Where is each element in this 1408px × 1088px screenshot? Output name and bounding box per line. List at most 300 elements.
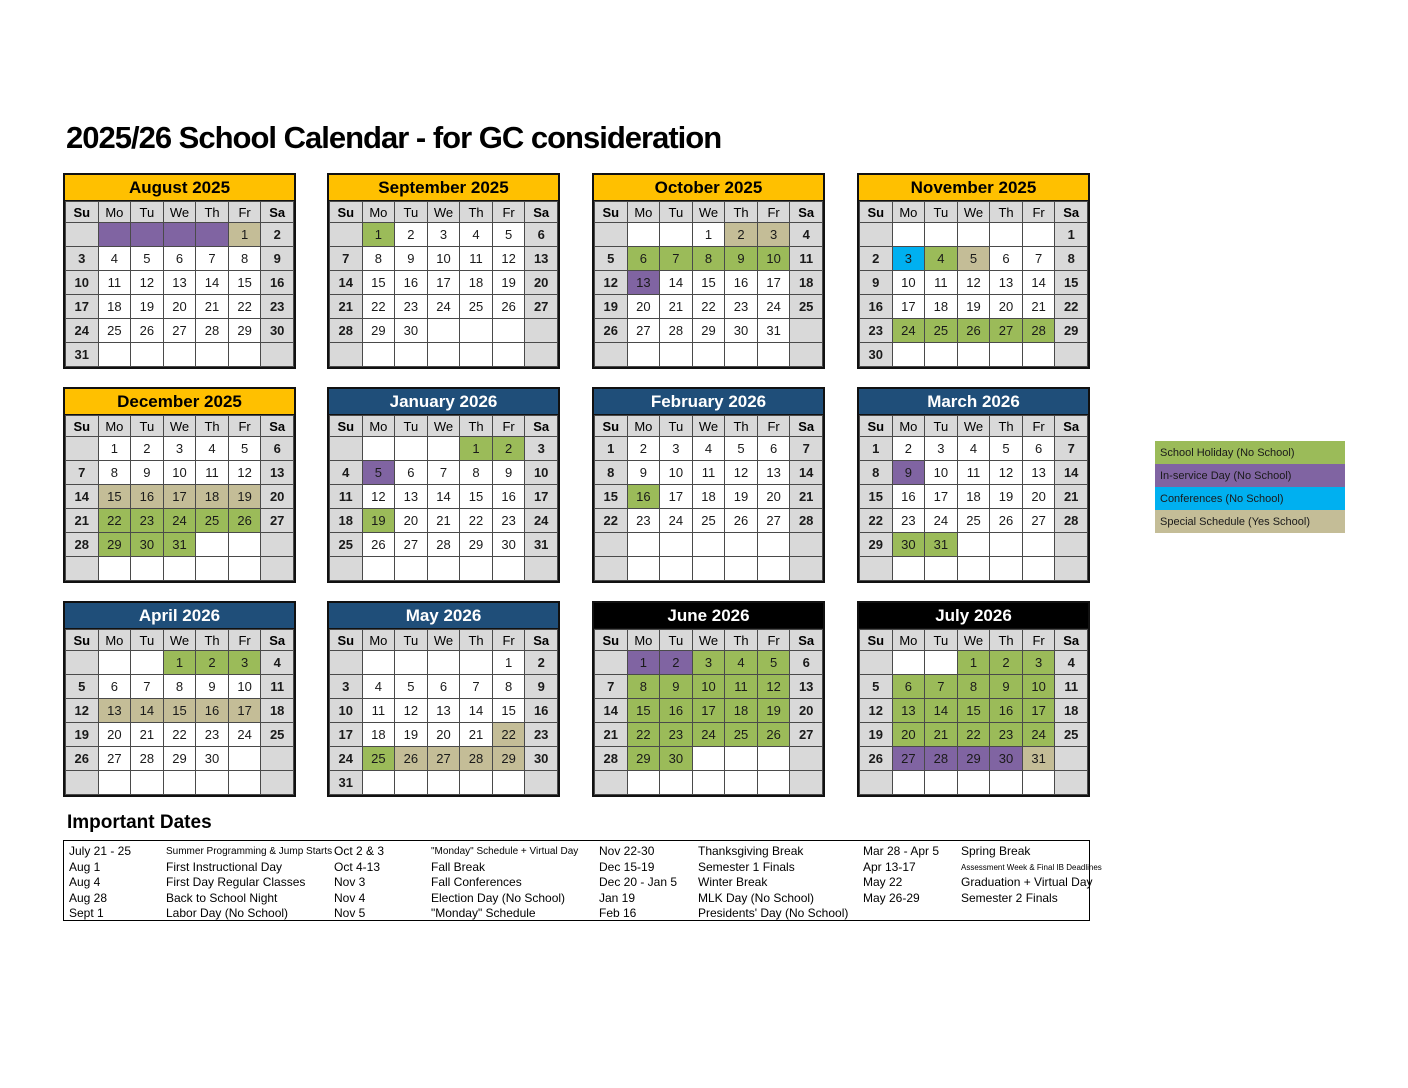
day-cell: 26 [362,533,395,557]
day-cell: 27 [163,319,196,343]
day-cell: 28 [427,533,460,557]
day-cell: 29 [957,747,990,771]
day-cell: 30 [725,319,758,343]
weekday-label: We [957,416,990,437]
day-cell [460,557,493,581]
day-cell: 26 [957,319,990,343]
day-cell: 16 [131,485,164,509]
important-event: Spring Break [961,844,1031,858]
day-cell [892,557,925,581]
day-cell: 3 [692,651,725,675]
day-cell: 27 [892,747,925,771]
day-cell [595,557,628,581]
important-event: Semester 1 Finals [698,859,795,874]
day-cell [790,343,823,367]
weekday-label: Tu [131,202,164,223]
month-header: February 2026 [594,389,823,415]
day-cell [725,557,758,581]
month-header: December 2025 [65,389,294,415]
day-cell: 24 [1022,723,1055,747]
day-cell [627,557,660,581]
weekday-label: We [692,202,725,223]
day-cell: 15 [692,271,725,295]
day-cell [261,533,294,557]
day-cell: 25 [362,747,395,771]
day-cell: 18 [725,699,758,723]
day-cell: 2 [892,437,925,461]
day-cell: 28 [925,747,958,771]
month-header: May 2026 [329,603,558,629]
day-cell: 11 [725,675,758,699]
important-dates-table [63,840,1102,921]
day-cell [692,557,725,581]
day-cell: 25 [790,295,823,319]
important-event: Presidents' Day (No School) [698,906,849,920]
day-cell: 22 [362,295,395,319]
day-cell: 14 [427,485,460,509]
day-cell [957,771,990,795]
day-cell: 6 [627,247,660,271]
day-cell: 4 [925,247,958,271]
day-cell: 18 [925,295,958,319]
day-cell [627,223,660,247]
day-cell: 21 [925,723,958,747]
day-cell [228,771,261,795]
weekday-label: Fr [492,630,525,651]
day-cell: 5 [395,675,428,699]
day-cell: 24 [525,509,558,533]
day-cell: 8 [1055,247,1088,271]
day-cell: 3 [163,437,196,461]
day-cell [660,771,693,795]
important-date: Oct 2 & 3 [334,844,385,858]
day-cell: 28 [1055,509,1088,533]
day-cell: 6 [1022,437,1055,461]
day-cell [228,343,261,367]
weekday-label: We [692,416,725,437]
weekday-label: Fr [757,630,790,651]
important-event: "Monday" Schedule + Virtual Day [431,846,579,857]
day-cell: 10 [163,461,196,485]
day-cell: 12 [725,461,758,485]
day-cell [1055,533,1088,557]
day-cell: 29 [1055,319,1088,343]
day-cell: 22 [163,723,196,747]
day-cell [427,319,460,343]
day-cell: 16 [627,485,660,509]
day-cell: 27 [525,295,558,319]
day-cell [395,771,428,795]
day-cell: 16 [725,271,758,295]
day-cell: 23 [525,723,558,747]
day-cell: 7 [330,247,363,271]
day-cell: 2 [131,437,164,461]
day-cell: 13 [1022,461,1055,485]
day-cell: 20 [427,723,460,747]
day-cell [362,771,395,795]
day-cell: 1 [163,651,196,675]
day-cell: 1 [957,651,990,675]
weekday-label: Th [196,416,229,437]
day-cell [427,651,460,675]
weekday-label: Su [66,630,99,651]
day-cell: 18 [362,723,395,747]
day-cell [790,533,823,557]
day-cell: 10 [330,699,363,723]
day-cell [957,223,990,247]
day-cell: 20 [98,723,131,747]
day-cell: 30 [860,343,893,367]
day-cell: 8 [957,675,990,699]
day-cell [660,343,693,367]
day-cell: 17 [892,295,925,319]
important-event: Graduation + Virtual Day [961,875,1093,889]
day-cell [131,651,164,675]
month-card [63,173,296,369]
day-cell: 9 [525,675,558,699]
day-cell: 7 [66,461,99,485]
day-cell: 5 [228,437,261,461]
weekday-label: Fr [228,416,261,437]
day-cell: 14 [330,271,363,295]
weekday-label: Su [860,416,893,437]
day-cell: 8 [492,675,525,699]
day-cell [395,343,428,367]
day-cell: 6 [525,223,558,247]
weekday-label: We [163,416,196,437]
month-header: June 2026 [594,603,823,629]
day-cell: 28 [66,533,99,557]
day-cell: 6 [395,461,428,485]
day-cell [362,651,395,675]
day-cell: 12 [492,247,525,271]
day-cell: 10 [660,461,693,485]
important-event: First Instructional Day [166,859,283,874]
day-cell: 3 [892,247,925,271]
day-cell [892,223,925,247]
day-cell [860,223,893,247]
month-card [857,387,1090,583]
day-cell: 7 [131,675,164,699]
day-cell [957,533,990,557]
weekday-label: Su [330,630,363,651]
important-date: Jan 19 [599,890,636,905]
day-cell: 15 [492,699,525,723]
day-cell: 9 [261,247,294,271]
day-cell: 19 [757,699,790,723]
day-cell [595,343,628,367]
day-cell: 12 [228,461,261,485]
weekday-label: Sa [790,630,823,651]
day-cell: 1 [228,223,261,247]
day-cell: 26 [492,295,525,319]
day-cell: 1 [460,437,493,461]
day-cell: 16 [990,699,1023,723]
day-cell: 18 [261,699,294,723]
important-event: Fall Conferences [431,875,522,889]
weekday-label: Th [196,202,229,223]
day-cell: 7 [427,461,460,485]
weekday-label: Th [725,202,758,223]
day-cell: 2 [261,223,294,247]
important-date: Sept 1 [69,906,104,920]
day-cell [757,771,790,795]
day-cell: 17 [228,699,261,723]
weekday-label: Fr [757,416,790,437]
day-cell: 25 [330,533,363,557]
day-cell: 12 [131,271,164,295]
day-cell [892,651,925,675]
day-cell: 22 [860,509,893,533]
day-cell: 15 [595,485,628,509]
month-card [592,173,825,369]
day-cell: 2 [990,651,1023,675]
day-cell: 30 [660,747,693,771]
day-cell: 15 [460,485,493,509]
day-cell: 5 [131,247,164,271]
day-cell: 23 [492,509,525,533]
day-cell: 13 [990,271,1023,295]
day-cell [98,771,131,795]
day-cell [460,651,493,675]
day-cell: 16 [261,271,294,295]
day-cell [627,771,660,795]
day-cell: 18 [460,271,493,295]
day-cell [330,651,363,675]
weekday-label: Th [990,630,1023,651]
day-cell: 2 [627,437,660,461]
day-cell: 14 [790,461,823,485]
day-cell: 5 [492,223,525,247]
day-cell [595,771,628,795]
day-cell: 1 [492,651,525,675]
day-cell [228,747,261,771]
day-cell: 25 [98,319,131,343]
day-cell: 31 [330,771,363,795]
important-date: Apr 13-17 [863,859,916,874]
weekday-label: Sa [525,630,558,651]
day-cell: 1 [860,437,893,461]
day-cell: 2 [525,651,558,675]
day-cell: 3 [427,223,460,247]
day-cell [330,437,363,461]
day-cell: 23 [990,723,1023,747]
day-cell: 8 [627,675,660,699]
day-cell: 1 [98,437,131,461]
day-cell: 17 [757,271,790,295]
day-cell: 1 [692,223,725,247]
day-cell: 12 [395,699,428,723]
day-cell: 15 [957,699,990,723]
day-cell [925,223,958,247]
day-cell: 19 [957,295,990,319]
day-cell: 4 [98,247,131,271]
day-cell: 19 [228,485,261,509]
day-cell: 11 [957,461,990,485]
day-cell: 1 [1055,223,1088,247]
day-cell [1055,343,1088,367]
day-cell: 28 [131,747,164,771]
day-cell [98,651,131,675]
day-cell [757,747,790,771]
day-cell: 30 [395,319,428,343]
day-cell [725,771,758,795]
weekday-label: Th [725,416,758,437]
day-cell: 22 [627,723,660,747]
month-card [63,387,296,583]
day-cell [595,223,628,247]
day-cell [925,557,958,581]
day-cell [362,437,395,461]
day-cell: 13 [790,675,823,699]
day-cell [196,557,229,581]
day-cell: 13 [261,461,294,485]
day-cell [627,343,660,367]
day-cell [892,771,925,795]
day-cell: 23 [725,295,758,319]
day-cell: 9 [196,675,229,699]
day-cell: 12 [957,271,990,295]
day-cell: 23 [196,723,229,747]
day-cell: 11 [925,271,958,295]
day-cell [261,557,294,581]
day-cell: 21 [460,723,493,747]
day-cell: 14 [1022,271,1055,295]
day-cell: 13 [627,271,660,295]
day-cell: 14 [131,699,164,723]
day-cell: 24 [228,723,261,747]
weekday-label: Tu [131,630,164,651]
weekday-label: Mo [892,630,925,651]
day-cell: 29 [362,319,395,343]
day-cell: 19 [595,295,628,319]
day-cell: 29 [692,319,725,343]
month-header: March 2026 [859,389,1088,415]
day-cell: 27 [990,319,1023,343]
day-cell [660,557,693,581]
day-cell: 14 [595,699,628,723]
weekday-label: Th [460,202,493,223]
day-cell: 15 [362,271,395,295]
day-cell [1022,557,1055,581]
important-event: Assessment Week & Final IB Deadlines [961,862,1102,872]
day-cell [725,533,758,557]
weekday-label: Tu [660,630,693,651]
day-cell: 3 [228,651,261,675]
day-cell: 9 [395,247,428,271]
day-cell: 16 [892,485,925,509]
day-cell: 11 [261,675,294,699]
day-cell [627,533,660,557]
day-cell: 20 [395,509,428,533]
day-cell: 14 [925,699,958,723]
day-cell [98,557,131,581]
day-cell: 11 [790,247,823,271]
day-cell: 1 [627,651,660,675]
day-cell: 28 [196,319,229,343]
day-cell: 3 [660,437,693,461]
day-cell [131,557,164,581]
day-cell: 24 [330,747,363,771]
day-cell: 13 [427,699,460,723]
day-cell: 24 [163,509,196,533]
day-cell: 3 [330,675,363,699]
day-cell: 18 [1055,699,1088,723]
day-cell: 4 [957,437,990,461]
day-cell [395,651,428,675]
day-cell [725,747,758,771]
day-cell: 18 [957,485,990,509]
day-cell: 9 [990,675,1023,699]
day-cell [692,747,725,771]
day-cell: 28 [660,319,693,343]
month-header: January 2026 [329,389,558,415]
weekday-label: Th [460,416,493,437]
weekday-label: Tu [131,416,164,437]
day-cell: 11 [362,699,395,723]
day-cell: 17 [660,485,693,509]
month-header: November 2025 [859,175,1088,201]
day-cell: 18 [196,485,229,509]
weekday-label: Mo [892,416,925,437]
day-cell [1022,343,1055,367]
weekday-label: We [692,630,725,651]
day-cell: 15 [627,699,660,723]
day-cell [1055,771,1088,795]
day-cell: 13 [892,699,925,723]
day-cell [261,343,294,367]
day-cell [460,343,493,367]
day-cell: 14 [196,271,229,295]
day-cell: 23 [660,723,693,747]
day-cell: 6 [892,675,925,699]
day-cell: 15 [1055,271,1088,295]
weekday-label: We [427,202,460,223]
important-date: Nov 3 [334,875,366,889]
day-cell: 13 [395,485,428,509]
day-cell [790,319,823,343]
day-cell [330,343,363,367]
day-cell: 3 [925,437,958,461]
day-cell [790,771,823,795]
day-cell: 4 [692,437,725,461]
day-cell: 15 [860,485,893,509]
day-cell [525,771,558,795]
day-cell [163,223,196,247]
weekday-label: We [163,630,196,651]
day-cell [196,533,229,557]
day-cell: 4 [460,223,493,247]
weekday-label: Tu [660,416,693,437]
day-cell: 6 [790,651,823,675]
day-cell: 28 [790,509,823,533]
day-cell [460,319,493,343]
day-cell: 9 [860,271,893,295]
day-cell [1055,557,1088,581]
weekday-label: Tu [395,202,428,223]
day-cell: 21 [330,295,363,319]
day-cell [228,533,261,557]
day-cell [860,651,893,675]
day-cell: 30 [525,747,558,771]
day-cell: 23 [131,509,164,533]
month-card [327,601,560,797]
important-event: Winter Break [698,875,768,889]
important-date: May 22 [863,875,903,889]
day-cell: 10 [892,271,925,295]
day-cell [790,557,823,581]
day-cell: 4 [790,223,823,247]
